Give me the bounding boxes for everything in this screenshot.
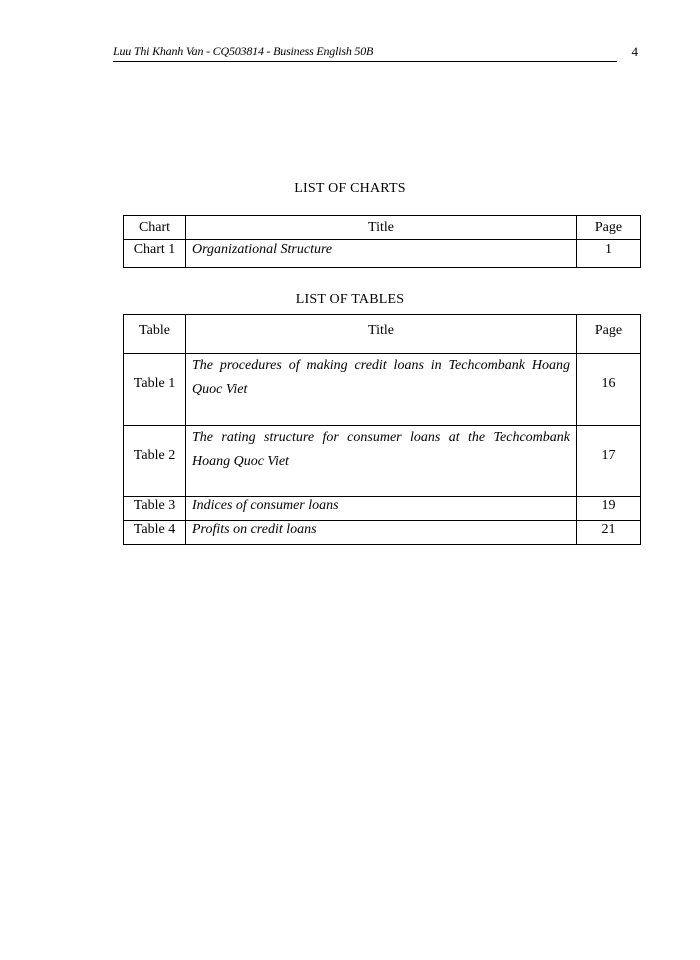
table-row <box>124 497 641 521</box>
charts-col-title-header: Title <box>186 216 577 240</box>
list-of-tables-heading: LIST OF TABLES <box>295 292 405 307</box>
table-row-label: Table 4 <box>124 521 186 545</box>
table-row-page: 17 <box>577 426 641 497</box>
table-row <box>124 354 641 426</box>
list-of-charts-heading: LIST OF CHARTS <box>294 181 406 196</box>
table-row-title: Profits on credit loans <box>186 521 577 545</box>
table-row <box>124 240 641 268</box>
charts-col-page-header: Page <box>577 216 641 240</box>
header-author-text: Luu Thi Khanh Van - CQ503814 - Business English 50B <box>113 44 374 58</box>
charts-table-header-row <box>124 216 641 240</box>
table-row-title: The rating structure for consumer loans at the Techcombank Hoang Quoc Viet <box>186 426 577 497</box>
table-row-title: Indices of consumer loans <box>186 497 577 521</box>
charts-col-label-header: Chart <box>124 216 186 240</box>
table-row-page: 21 <box>577 521 641 545</box>
table-row-title: The procedures of making credit loans in Techcombank Hoang Quoc Viet <box>186 354 577 426</box>
table-row-page: 19 <box>577 497 641 521</box>
chart-row-page: 1 <box>577 240 641 268</box>
chart-row-label: Chart 1 <box>124 240 186 268</box>
tables-col-page-header: Page <box>577 315 641 354</box>
page-header <box>113 44 638 64</box>
tables-col-label-header: Table <box>124 315 186 354</box>
table-row-label: Table 2 <box>124 426 186 497</box>
chart-row-title: Organizational Structure <box>186 240 577 268</box>
header-page-number: 4 <box>631 44 638 59</box>
table-row <box>124 426 641 497</box>
tables-table <box>123 314 641 545</box>
table-row-label: Table 3 <box>124 497 186 521</box>
charts-table <box>123 215 641 268</box>
header-rule <box>113 61 617 62</box>
table-row-label: Table 1 <box>124 354 186 426</box>
table-row <box>124 521 641 545</box>
tables-col-title-header: Title <box>186 315 577 354</box>
table-row-page: 16 <box>577 354 641 426</box>
tables-table-header-row <box>124 315 641 354</box>
